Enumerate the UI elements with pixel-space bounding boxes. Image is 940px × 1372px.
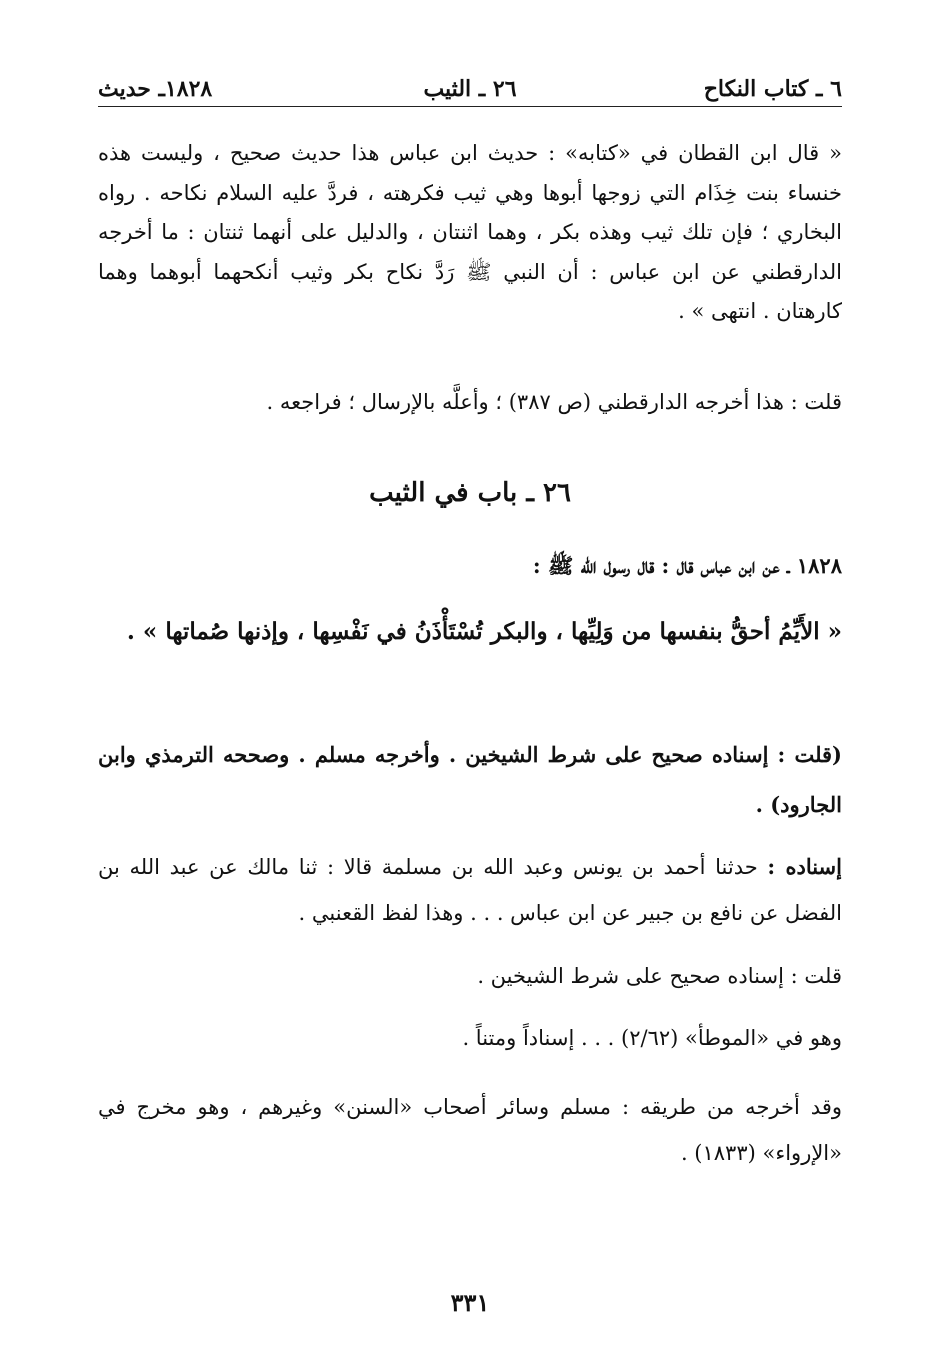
isnad-paragraph: [98, 844, 842, 936]
isnad-label: إسناده :: [767, 854, 842, 879]
section-title: ٢٦ ـ الثيب: [423, 76, 517, 102]
grading-paragraph: (قلت : إسناده صحيح على شرط الشيخين . وأخرجه مسلم . وصححه الترمذي وابن الجارود) .: [98, 742, 842, 817]
page-header: [98, 70, 842, 106]
quote-paragraph: « قال ابن القطان في «كتابه» : حديث ابن عباس هذا حديث صحيح ، وليست هذه خنساء بنت خِذَام التي زوجها أبوها وهي ثيب فكرهته ، فردَّ عليه السلام نكاحه . رواه البخاري ؛ فإن تلك ثيب وهذه بكر ، وهما اثنتان ، والدليل على أنهما ثنتان : ما أخرجه الدارقطني عن ابن عباس : أن النبي ﷺ رَدَّ نكاح بكر وثيب أنكحهما أبوهما وهما كارهتان . انتهى » .: [98, 141, 842, 323]
note-paragraph: قلت : هذا أخرجه الدارقطني (ص ٣٨٧) ؛ وأعلَّه بالإرسال ؛ فراجعه .: [266, 390, 842, 414]
hadith-intro: ١٨٢٨ ـ عن ابن عباس قال : قال رسول الله ﷺ :: [532, 553, 842, 578]
note-2: وهو في «الموطأ» (٢/٦٢) . . . إسناداً ومتناً .: [462, 1026, 842, 1050]
chapter-title: ٦ ـ كتاب النكاح: [703, 76, 842, 102]
isnad-text: حدثنا أحمد بن يونس وعبد الله بن مسلمة قالا : ثنا مالك عن عبد الله بن الفضل عن نافع بن جبير عن ابن عباس . . . وهذا لفظ القعنبي .: [98, 855, 842, 925]
hadith-number: ١٨٢٨ـ حديث: [98, 76, 213, 102]
hadith-text: « الأَيِّمُ أحقُّ بنفسها من وَلِيِّها ، والبكر تُسْتَأْذَنُ في نَفْسِها ، وإذنها صُماتها » .: [126, 618, 842, 645]
note-1: قلت : إسناده صحيح على شرط الشيخين .: [477, 964, 842, 988]
header-rule: [98, 106, 842, 107]
page-number: ٣٣١: [450, 1288, 490, 1317]
section-heading: ٢٦ ـ باب في الثيب: [369, 478, 571, 508]
note-3: وقد أخرجه من طريقه : مسلم وسائر أصحاب «السنن» وغيرهم ، وهو مخرج في «الإرواء» (١٨٣٣) .: [98, 1095, 842, 1165]
